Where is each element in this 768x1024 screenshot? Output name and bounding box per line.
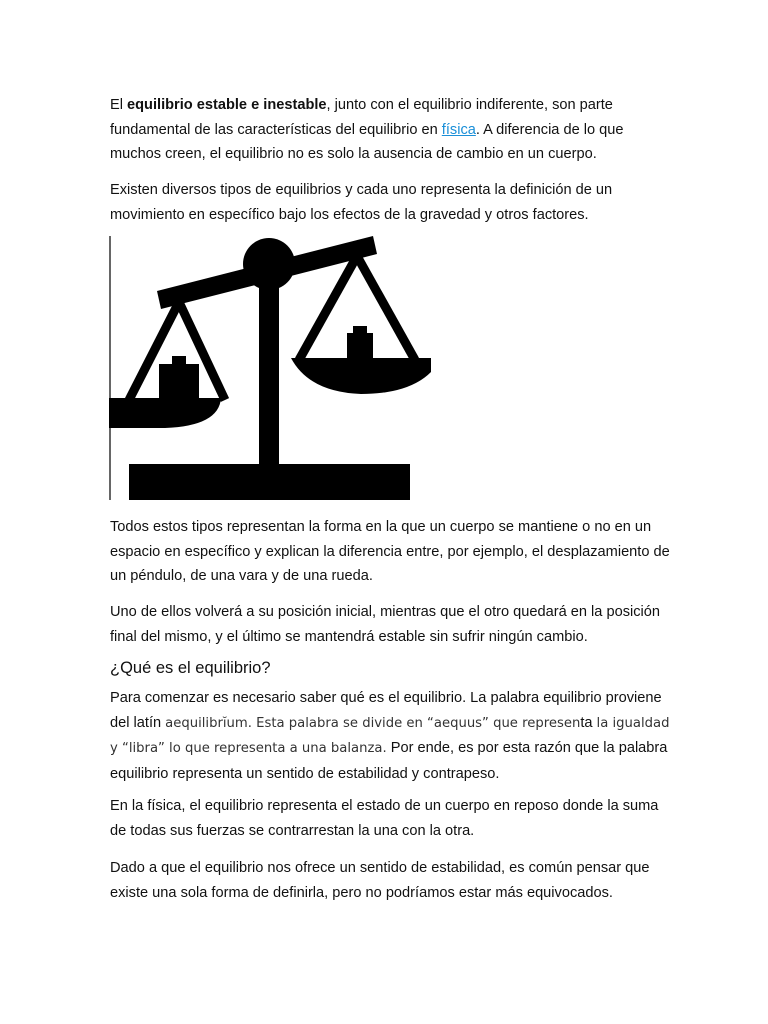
balance-scale-figure xyxy=(109,236,431,500)
intro-text-end: . A diferencia de lo que muchos creen, el equilibrio no es solo la ausencia de cambio en un cuerpo. xyxy=(110,121,624,162)
intro-paragraph xyxy=(110,93,670,167)
left-weight xyxy=(159,364,199,400)
closing-paragraph: Dado a que el equilibrio nos ofrece un sentido de estabilidad, es común pensar que existe una sola forma de definirla, pero no podríamos estar más equivocados. xyxy=(110,860,650,901)
intro-bold-term: equilibrio estable e inestable xyxy=(127,97,327,113)
etymology-text-end: Por ende, es por esta razón que la palabra equilibrio representa un sentido de estabilidad y contrapeso. xyxy=(110,740,668,782)
right-pan xyxy=(291,358,431,394)
positions-paragraph: Uno de ellos volverá a su posición inicial, mientras que el otro quedará en la posición final del mismo, y el último se mantendrá estable sin sufrir ningún cambio. xyxy=(110,604,661,645)
intro-text-middle: , junto con el equilibrio indiferente, son parte fundamental de las características del equilibrio en xyxy=(110,97,613,138)
intro-text-start: El xyxy=(110,97,128,113)
scale-base xyxy=(129,464,410,500)
fisica-link[interactable]: física xyxy=(441,121,476,138)
scale-pillar xyxy=(259,270,279,468)
left-weight-handle xyxy=(172,356,186,366)
left-pan xyxy=(109,398,221,428)
etymology-text-mid: ta xyxy=(580,714,597,731)
section-heading: ¿Qué es el equilibrio? xyxy=(110,659,271,677)
etymology-paragraph xyxy=(110,686,670,786)
description-paragraph: Todos estos tipos representan la forma en la que un cuerpo se mantiene o no en un espacio en específico y explican la diferencia entre, por ejemplo, el desplazamiento de un péndulo, de una vara y de una rueda. xyxy=(110,519,670,584)
balance-scale-icon xyxy=(109,236,431,500)
physics-paragraph: En la física, el equilibrio representa el estado de un cuerpo en reposo donde la suma de todas sus fuerzas se contrarrestan la una con la otra. xyxy=(110,798,659,839)
etymology-libra-text: la igualdad y “libra” lo que representa a una balanza. xyxy=(110,715,670,756)
etymology-text-start: Para comenzar es necesario saber qué es el equilibrio. La palabra equilibrio proviene del latín xyxy=(110,690,662,731)
right-weight xyxy=(347,333,373,360)
etymology-latin-text: aequilibrĭum. Esta palabra se divide en “aequus” que represen xyxy=(165,715,581,731)
right-weight-handle xyxy=(353,326,367,335)
types-paragraph: Existen diversos tipos de equilibrios y cada uno representa la definición de un movimiento en específico bajo los efectos de la gravedad y otros factores. xyxy=(110,182,613,223)
